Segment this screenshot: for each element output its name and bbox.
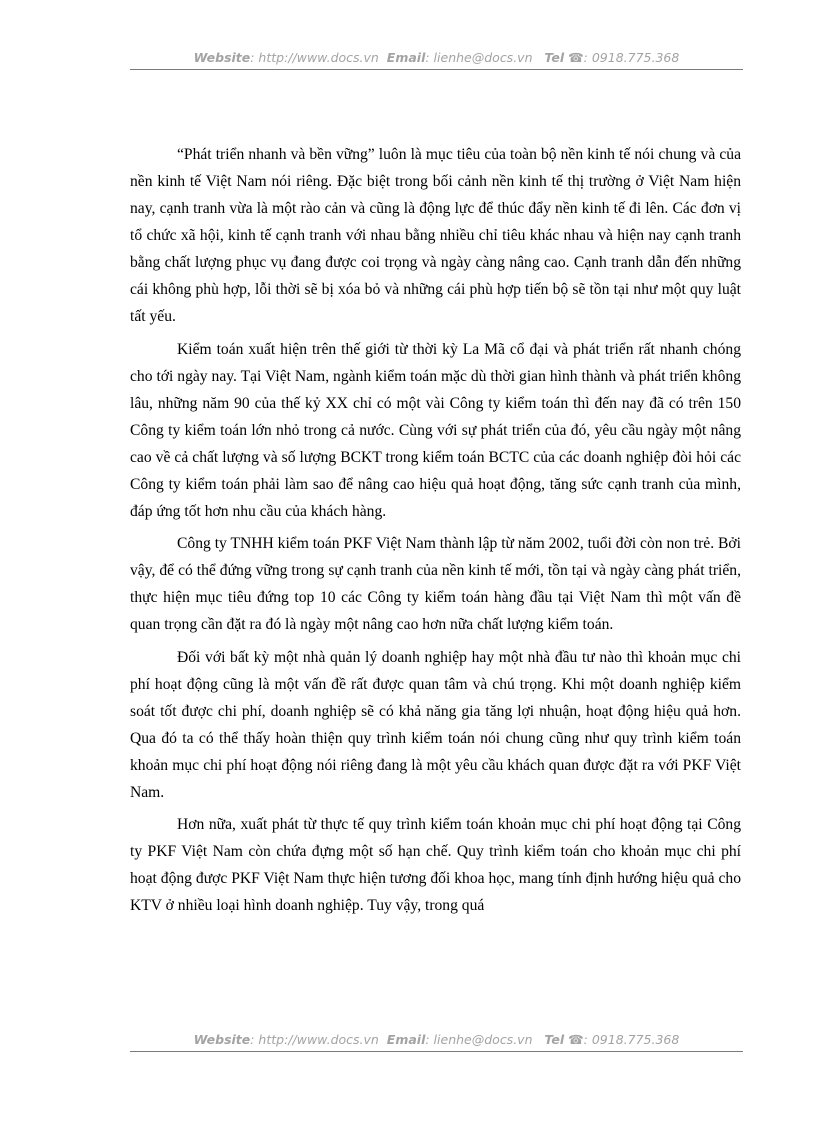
footer-tel-value: : 0918.775.368 xyxy=(583,1032,680,1047)
footer-website-value: : http://www.docs.vn xyxy=(250,1032,379,1047)
paragraph-5: Hơn nữa, xuất phát từ thực tế quy trình kiểm toán khoản mục chi phí hoạt động tại Công ty PKF Việt Nam còn chứa đựng một số hạn chế. Quy trình kiểm toán cho khoản mục chi phí hoạt động được PKF Việt Nam thực hiện tương đối khoa học, mang tính định hướng hiệu quả cho KTV ở nhiều loại hình doanh nghiệp. Tuy vậy, trong quá xyxy=(130,816,741,914)
telephone-icon: ☎ xyxy=(568,50,584,65)
paragraph-2: Kiểm toán xuất hiện trên thế giới từ thời kỳ La Mã cổ đại và phát triển rất nhanh chóng cho tới ngày nay. Tại Việt Nam, ngành kiểm toán mặc dù thời gian hình thành và phát triển không lâu, những năm 90 của thế kỷ XX chỉ có một vài Công ty kiểm toán thì đến nay đã có trên 150 Công ty kiểm toán lớn nhỏ trong cả nước. Cùng với sự phát triển của đó, yêu cầu ngày một nâng cao về cả chất lượng và số lượng BCKT trong kiểm toán BCTC của các doanh nghiệp đòi hỏi các Công ty kiểm toán phải làm sao để nâng cao hiệu quả hoạt động, tăng sức cạnh tranh của mình, đáp ứng tốt hơn nhu cầu của khách hàng. xyxy=(130,340,741,520)
header-divider xyxy=(130,69,743,70)
header-website-label: Website xyxy=(193,50,251,65)
footer-tel-label: Tel xyxy=(544,1032,565,1047)
document-body xyxy=(130,141,741,919)
footer-email-value: : lienhe@docs.vn xyxy=(425,1032,533,1047)
footer-divider xyxy=(130,1051,743,1052)
header-email-value: : lienhe@docs.vn xyxy=(425,50,533,65)
header-tel-value: : 0918.775.368 xyxy=(583,50,680,65)
page-header xyxy=(130,50,743,65)
header-tel-label: Tel xyxy=(544,50,565,65)
footer-email-label: Email xyxy=(386,1032,426,1047)
paragraph-4: Đối với bất kỳ một nhà quản lý doanh nghiệp hay một nhà đầu tư nào thì khoản mục chi phí hoạt động cũng là một vấn đề rất được quan tâm và chú trọng. Khi một doanh nghiệp kiểm soát tốt được chi phí, doanh nghiệp sẽ có khả năng gia tăng lợi nhuận, hoạt động hiệu quả hơn. Qua đó ta có thể thấy hoàn thiện quy trình kiểm toán nói chung cũng như quy trình kiểm toán khoản mục chi phí hoạt động nói riêng đang là một yêu cầu khách quan được đặt ra với PKF Việt Nam. xyxy=(130,648,741,801)
header-email-label: Email xyxy=(386,50,426,65)
paragraph-1: “Phát triển nhanh và bền vững” luôn là mục tiêu của toàn bộ nền kinh tế nói chung và của nền kinh tế Việt Nam nói riêng. Đặc biệt trong bối cảnh nền kinh tế thị trường ở Việt Nam hiện nay, cạnh tranh vừa là một rào cản và cũng là động lực để thúc đẩy nền kinh tế đi lên. Các đơn vị tổ chức xã hội, kinh tế cạnh tranh với nhau bằng nhiều chỉ tiêu khác nhau và hiện nay cạnh tranh bằng chất lượng phục vụ đang được coi trọng và ngày càng nâng cao. Cạnh tranh dẫn đến những cái không phù hợp, lỗi thời sẽ bị xóa bỏ và những cái phù hợp tiến bộ sẽ tồn tại như một quy luật tất yếu. xyxy=(130,146,741,325)
footer-website-label: Website xyxy=(193,1032,251,1047)
paragraph-3: Công ty TNHH kiểm toán PKF Việt Nam thành lập từ năm 2002, tuổi đời còn non trẻ. Bởi vậy, để có thể đứng vững trong sự cạnh tranh của nền kinh tế mới, tồn tại và ngày càng phát triển, thực hiện mục tiêu đứng top 10 các Công ty kiểm toán hàng đầu tại Việt Nam thì một vấn đề quan trọng cần đặt ra đó là ngày một nâng cao hơn nữa chất lượng kiểm toán. xyxy=(130,535,741,633)
telephone-icon: ☎ xyxy=(568,1032,584,1047)
header-website-value: : http://www.docs.vn xyxy=(250,50,379,65)
page-footer xyxy=(130,1032,743,1047)
